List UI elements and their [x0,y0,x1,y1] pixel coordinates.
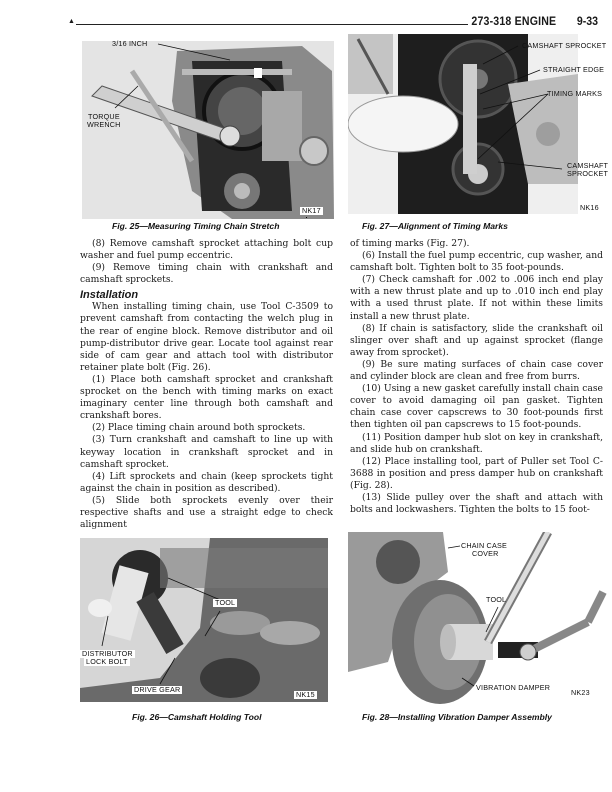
right-text-column [350,238,603,516]
continuation-text: of timing marks (Fig. 27). [350,238,470,249]
left-text-column [80,238,333,531]
page-header [68,14,598,34]
label-wrench: WRENCH [87,120,121,129]
label-lock-bolt: LOCK BOLT [86,657,128,666]
label-camshaft-sprocket: CAMSHAFT SPROCKET [522,41,607,50]
install-step-13: (13) Slide pulley over the shaft and attach with bolts and lockwashers. Tighten the bolts to 15 foot- [350,491,603,516]
page-number: 9-33 [576,16,598,28]
figure-25 [80,36,340,236]
install-step-9: (9) Be sure mating surfaces of chain case cover and cylinder block are clean and free from burrs. [350,358,603,383]
install-step-7: (7) Check camshaft for .002 to .006 inch end play with a new thrust plate and up to .010 inch end play with a used thrust plate. If not within these limits install a new thrust plate. [350,274,603,322]
installation-intro: When installing timing chain, use Tool C-3509 to prevent camshaft from contacting the welch plug in the rear of engine block. Remove distributor and oil pump-distributor drive gear. Locate tool against rear side of cam gear and attach tool with distributor retainer plate bolt (Fig. 26). [80,301,333,373]
label-3-16-inch: 3/16 INCH [112,39,148,48]
label-tool: TOOL [215,598,236,607]
leader-lines [80,36,340,236]
figure-27-caption: Fig. 27—Alignment of Timing Marks [362,221,508,231]
figure-code: NK16 [580,203,599,212]
removal-step-9: (9) Remove timing chain with crankshaft and camshaft sprockets. [80,262,333,286]
figure-code: NK15 [296,690,315,699]
leader-lines [348,34,608,234]
figure-27 [348,34,608,234]
label-tool: TOOL [486,595,507,604]
leader-lines [80,536,340,708]
figure-26 [80,536,340,708]
install-step-10: (10) Using a new gasket carefully install chain case cover to avoid damaging oil pan gasket. Tighten chain case cover capscrews to 30 foot-pounds first then tighten oil pan capscrews to 15 foot-pounds. [350,383,603,431]
label-drive-gear: DRIVE GEAR [134,685,181,694]
install-step-1: (1) Place both camshaft sprocket and crankshaft sprocket on the bench with timing marks on exact imaginary center line through both camshaft and crankshaft bores. [80,373,333,422]
install-step-11: (11) Position damper hub slot on key in crankshaft, and slide hub on crankshaft. [350,431,603,455]
label-cover: COVER [472,549,499,558]
install-step-2: (2) Place timing chain around both sprockets. [92,422,306,434]
label-torque: TORQUE [88,112,120,121]
section-heading-installation: Installation [80,289,139,302]
install-step-4: (4) Lift sprockets and chain (keep sprockets tight against the chain in position as described). [80,470,333,494]
install-step-8: (8) If chain is satisfactory, slide the crankshaft oil slinger over shaft and up against sprocket (flange away from sprocket). [350,322,603,358]
header-rule [76,24,468,25]
removal-step-8: (8) Remove camshaft sprocket attaching bolt cup washer and fuel pump eccentric. [80,238,333,262]
triangle-marker-icon: ▲ [68,18,75,25]
install-step-12: (12) Place installing tool, part of Puller set Tool C-3688 in position and press damper hub on crankshaft (Fig. 28). [350,455,603,491]
figure-26-caption: Fig. 26—Camshaft Holding Tool [132,712,262,722]
figure-28-caption: Fig. 28—Installing Vibration Damper Assembly [362,712,552,722]
label-camshaft: CAMSHAFT [567,161,608,170]
figure-code: NK23 [571,688,590,697]
label-chain-case: CHAIN CASE [461,541,507,550]
section-title: 273-318 ENGINE [471,16,556,28]
label-timing-marks: TIMING MARKS [547,89,603,98]
figure-code: NK17 [302,206,321,215]
figure-25-caption: Fig. 25—Measuring Timing Chain Stretch [112,221,280,231]
label-straight-edge: STRAIGHT EDGE [543,65,605,74]
label-vibration-damper: VIBRATION DAMPER [476,683,551,692]
figure-28 [348,532,610,710]
label-sprocket: SPROCKET [567,169,608,178]
install-step-3: (3) Turn crankshaft and camshaft to line up with keyway location in crankshaft sprocket and in camshaft sprocket. [80,434,333,470]
install-step-6: (6) Install the fuel pump eccentric, cup washer, and camshaft bolt. Tighten bolt to 35 foot-pounds. [350,250,603,274]
label-distributor: DISTRIBUTOR [82,649,133,658]
install-step-5: (5) Slide both sprockets evenly over their respective shafts and use a straight edge to check alignment [80,494,333,531]
